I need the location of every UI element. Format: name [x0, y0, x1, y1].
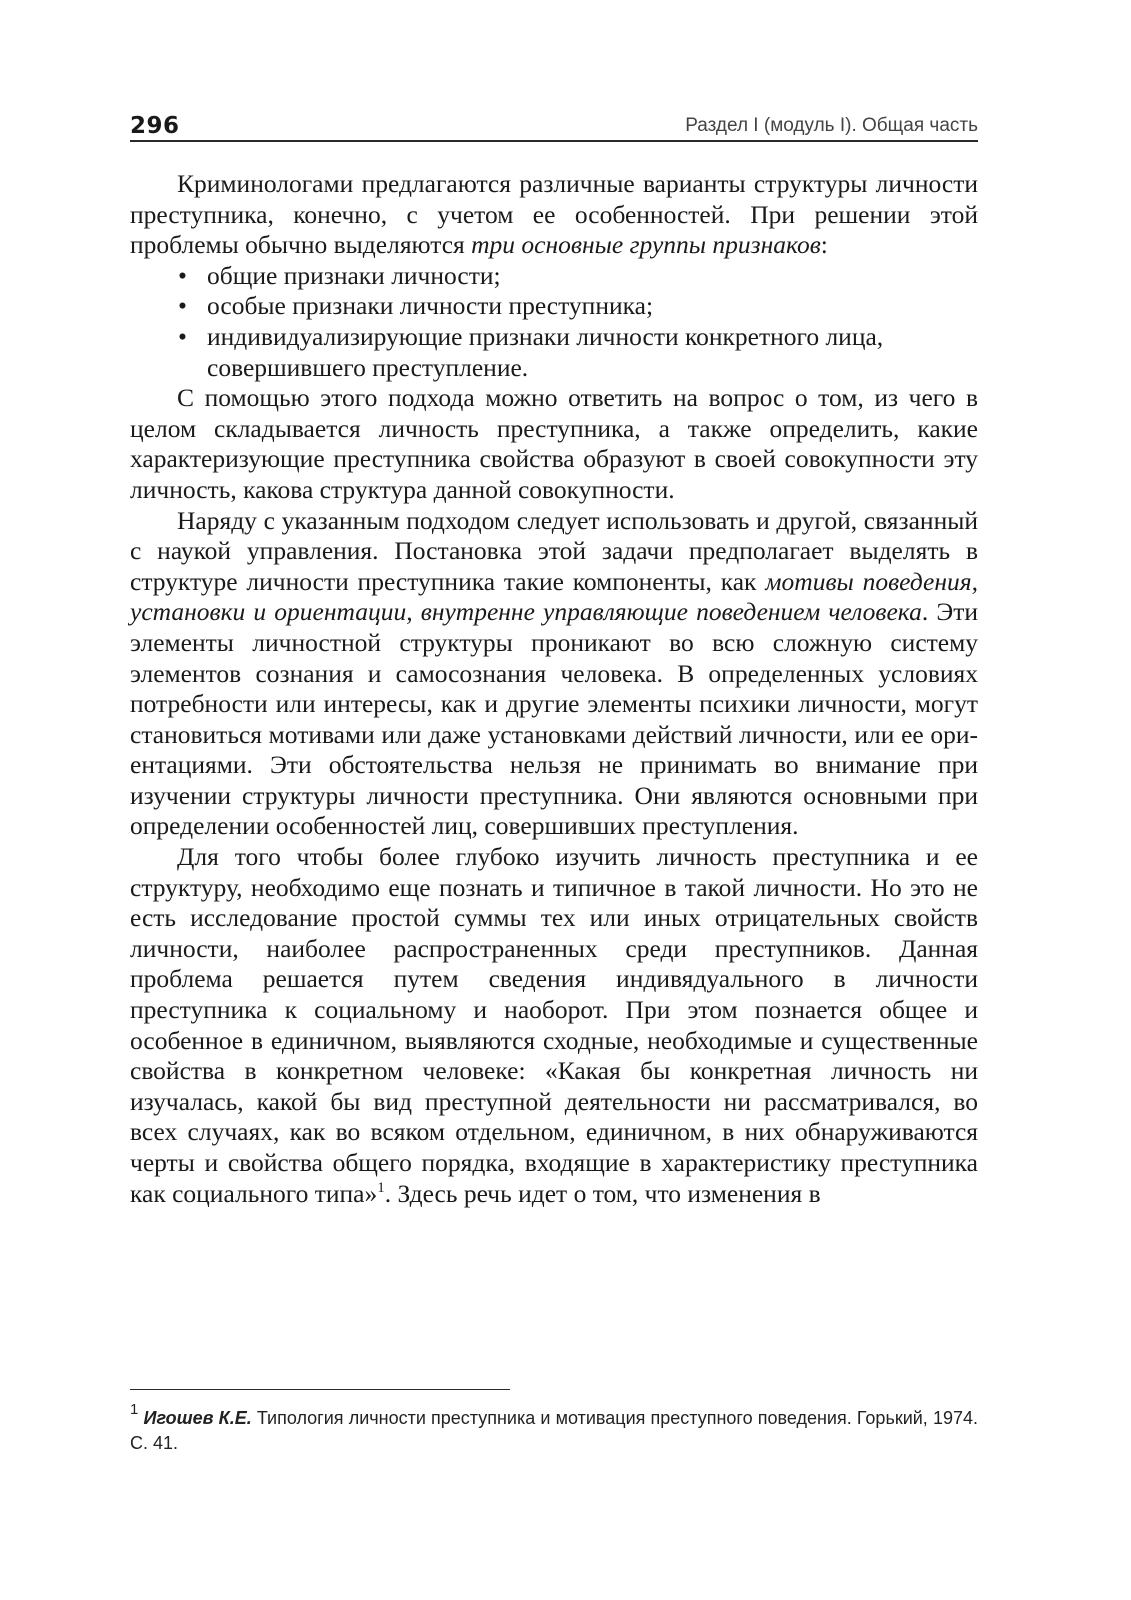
paragraph-1-text: Криминологами предлагаются различные варианты структуры личности преступника, конечно, с учетом ее особенностей. При решении этой проблемы обычно выделяются: [130, 169, 978, 260]
body-text: [130, 169, 978, 1209]
footnote-reference: 1: [377, 1179, 385, 1196]
paragraph-3: [130, 506, 978, 843]
paragraph-4: [130, 842, 978, 1209]
list-item: • индивидуализирующие признаки личности конкретного лица, совершившего преступление.: [130, 322, 978, 383]
section-title: Раздел I (модуль I). Общая часть: [685, 115, 978, 136]
list-item: • общие признаки личности;: [130, 261, 978, 292]
paragraph-3-text: Наряду с указанным подходом следует использовать и другой, связанный с наукой управления. Постановка этой задачи предполагает выделять в структуре личности преступника такие компоненты, как: [130, 505, 978, 596]
paragraph-3-end: . Эти элементы личностной структуры проникают во всю сложную систему элементов сознания и самосознания человека. В определенных условиях потребности или интересы, как и другие элементы психики личности, могут становиться мотивами или даже установками действий личности, или ее ориентациями. Эти обстоятельства нельзя не принимать во внимание при изучении структуры личности преступника. Они являются основными при определении особенностей лиц, совершивших преступления.: [130, 597, 979, 841]
list-item: • особые признаки личности преступника;: [130, 291, 978, 322]
paragraph-3-emphasis: мотивы поведения, установки и ориентации, внутренне управляющие поведением человека: [130, 566, 978, 627]
paragraph-1: [130, 169, 978, 261]
paragraph-4-text: Для того чтобы более глубоко изучить личность преступника и ее структуру, необходимо еще познать и типичное в такой личности. Но это не есть исследование простой суммы тех или иных отрицательных свойств личности, наиболее распространенных среди преступников. Данная проблема решается путем сведения индивядуального в личности преступника к социальному и наоборот. При этом познается общее и особенное в единичном, выявляются сходные, необходимые и существенные свойства в конкретном человеке: «Какая бы конкретная личность ни изучалась, какой бы вид преступной деятельности ни рассматривался, во всех случаях, как во всяком отдельном, единичном, в них обнаруживаются черты и свойства общего порядка, входящие в характеристику преступника как социального типа»: [130, 842, 978, 1208]
footnote-marker: 1: [130, 1401, 139, 1418]
paragraph-2: С помощью этого подхода можно ответить на вопрос о том, из чего в целом складывается личность преступника, а также определить, какие характеризующие преступника свойства образуют в своей совокупности эту личность, какова структура данной совокупности.: [130, 383, 978, 504]
book-page: [130, 0, 978, 1600]
page-number: 296: [130, 113, 180, 139]
footnote-divider: [130, 1389, 510, 1390]
feature-groups-list: [130, 261, 978, 383]
paragraph-1-emphasis: три основные группы признаков: [471, 230, 821, 260]
footnote-text: Типология личности преступника и мотивация преступного поведения. Горький, 1974. С. 41.: [130, 1408, 978, 1453]
footnote-author: Игошев К.Е.: [143, 1408, 252, 1428]
paragraph-4-end: . Здесь речь идет о том, что изменения в: [384, 1178, 821, 1208]
running-head: [130, 108, 978, 142]
paragraph-1-end: :: [820, 230, 828, 260]
footnote: [130, 1401, 978, 1456]
